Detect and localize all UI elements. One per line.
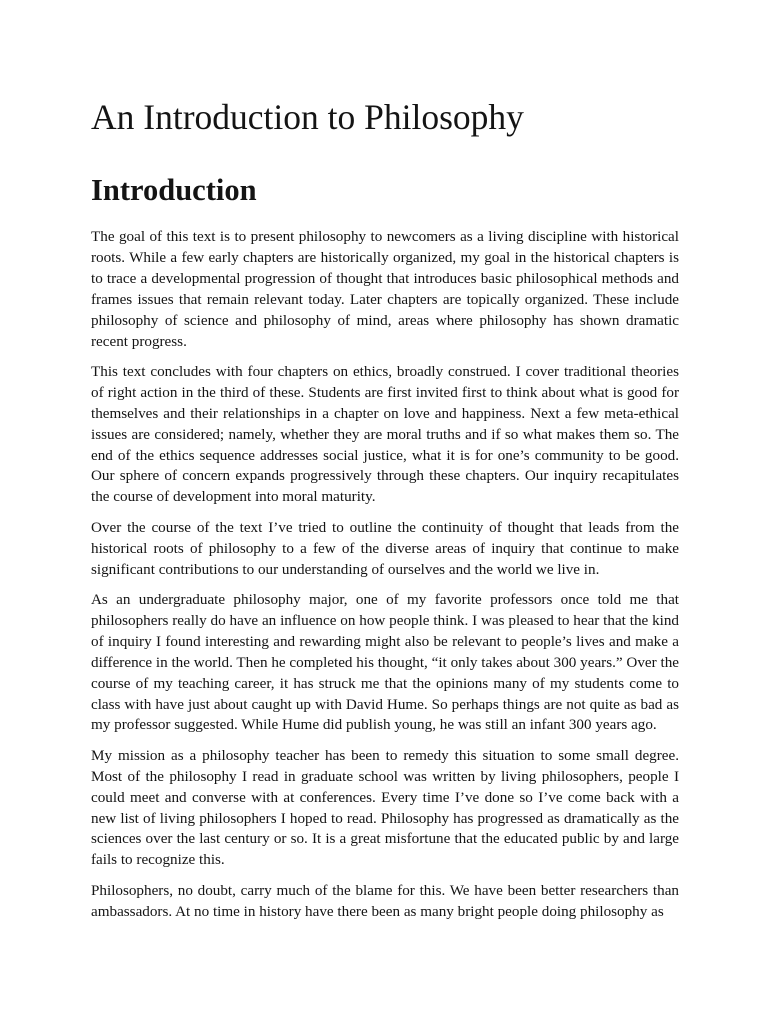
document-title: An Introduction to Philosophy	[91, 97, 524, 137]
body-paragraph: As an undergraduate philosophy major, one of my favorite professors once told me that philosophers really do have an influence on how people think. I was pleased to hear that the kind of inquiry I found interesting and rewarding might also be relevant to people’s lives and make a difference in the world. Then he completed his thought, “it only takes about 300 years.” Over the course of my teaching career, it has struck me that the opinions many of my students come to class with have just about caught up with David Hume. So perhaps things are not quite as bad as my professor suggested. While Hume did publish young, he was still an infant 300 years ago.	[91, 591, 679, 734]
body-paragraph: My mission as a philosophy teacher has been to remedy this situation to some small degree. Most of the philosophy I read in graduate school was written by living philosophers, people I could meet and converse with at conferences. Every time I’ve done so I’ve come back with a new list of living philosophers I hoped to read. Philosophy has progressed as dramatically as the sciences over the last century or so. It is a great misfortune that the educated public by and large fails to recognize this.	[91, 746, 679, 869]
body-paragraph: Over the course of the text I’ve tried to outline the continuity of thought that leads from the historical roots of philosophy to a few of the diverse areas of inquiry that continue to make significant contributions to our understanding of ourselves and the world we live in.	[91, 518, 679, 578]
body-paragraph: This text concludes with four chapters on ethics, broadly construed. I cover traditional theories of right action in the third of these. Students are first invited first to think about what is good for themselves and their relationships in a chapter on love and happiness. Next a few meta-ethical issues are considered; namely, whether they are moral truths and if so what makes them so. The end of the ethics sequence addresses social justice, what it is for one’s community to be good. Our sphere of concern expands progressively through these chapters. Our inquiry recapitulates the course of development into moral maturity.	[91, 362, 679, 506]
section-heading-introduction: Introduction	[91, 173, 257, 207]
document-body	[91, 227, 679, 932]
body-paragraph: Philosophers, no doubt, carry much of the blame for this. We have been better researchers than ambassadors. At no time in history have there been as many bright people doing philosophy as	[91, 881, 679, 920]
body-paragraph: The goal of this text is to present philosophy to newcomers as a living discipline with historical roots. While a few early chapters are historically organized, my goal in the historical chapters is to trace a developmental progression of thought that introduces basic philosophical methods and frames issues that remain relevant today. Later chapters are topically organized. These include philosophy of science and philosophy of mind, areas where philosophy has shown dramatic recent progress.	[91, 228, 679, 350]
